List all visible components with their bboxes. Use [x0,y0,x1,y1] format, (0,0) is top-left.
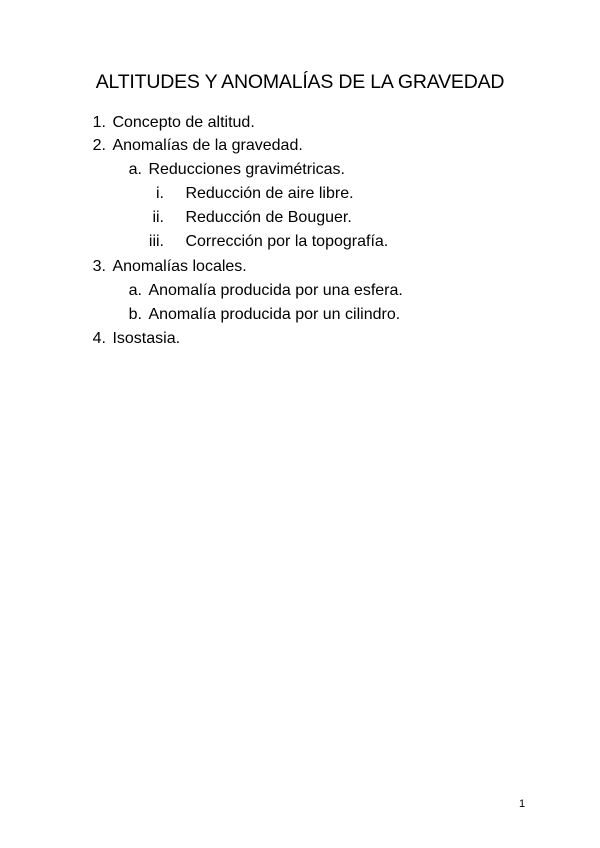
outline-item-text: Anomalía producida por una esfera. [148,282,403,299]
outline-item-text: Concepto de altitud. [112,114,255,131]
outline-item-marker: 2. [92,137,106,154]
outline-item-marker: a. [128,161,142,178]
outline-item-text: Anomalías de la gravedad. [112,137,303,154]
outline-item-3b [124,305,400,325]
outline-item-2 [88,136,303,156]
outline-item-3 [88,257,247,277]
outline-item-2a [124,160,345,180]
outline-item-2a-iii [140,232,388,252]
outline-item-marker: 3. [92,258,106,275]
outline-item-marker: 4. [92,330,106,347]
page-number: 1 [519,798,526,810]
outline-item-text: Reducción de Bouguer. [185,209,352,226]
outline-item-marker: i. [156,185,164,202]
outline-item-marker: b. [128,306,142,323]
page-title: ALTITUDES Y ANOMALÍAS DE LA GRAVEDAD [95,71,505,93]
outline-item-2a-i [140,184,354,204]
outline-item-text: Anomalía producida por un cilindro. [148,306,401,323]
outline-item-marker: a. [128,282,142,299]
outline-item-text: Isostasia. [112,330,181,347]
outline-item-1 [88,113,255,133]
outline-item-2a-ii [140,208,352,228]
outline-item-marker: 1. [92,114,106,131]
outline-item-text: Reducción de aire libre. [185,185,354,202]
outline-item-text: Anomalías locales. [112,258,247,275]
outline-item-text: Reducciones gravimétricas. [148,161,345,178]
outline-item-marker: iii. [148,233,164,250]
outline-item-4 [88,329,180,349]
outline-item-marker: ii. [152,209,164,226]
outline-item-text: Corrección por la topografía. [185,233,389,250]
outline-item-3a [124,281,403,301]
